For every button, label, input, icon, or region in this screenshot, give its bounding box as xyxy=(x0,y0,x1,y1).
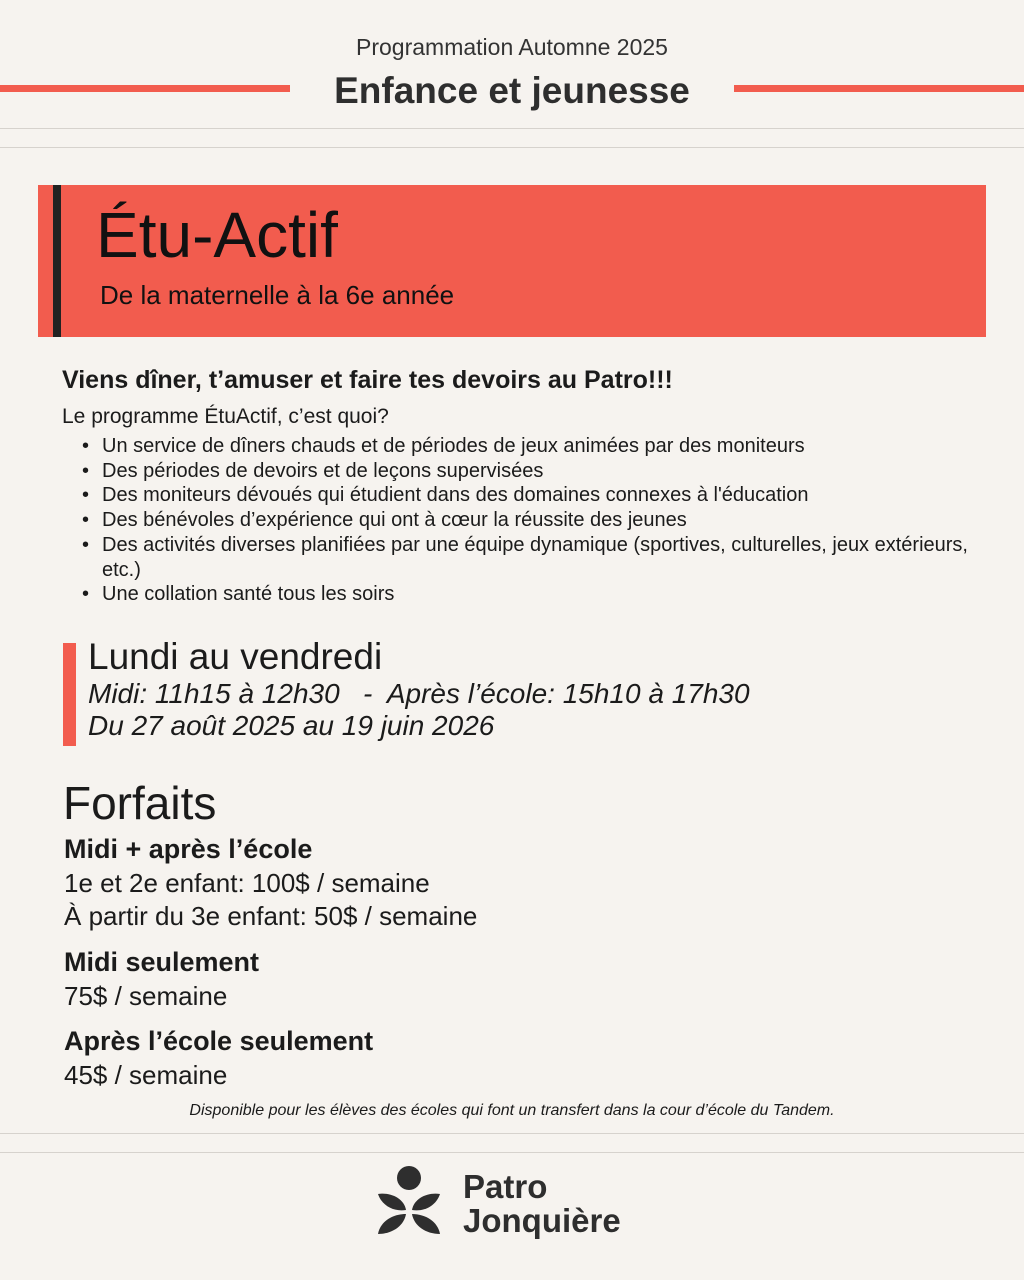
patro-logo-icon xyxy=(376,1164,442,1236)
schedule-days: Lundi au vendredi xyxy=(88,636,383,677)
feature-item: • Des moniteurs dévoués qui étudient dans des domaines connexes à l'éducation xyxy=(78,483,978,508)
header-left-rule xyxy=(0,85,290,92)
page-title: Enfance et jeunesse xyxy=(334,70,690,111)
banner-accent-bar xyxy=(53,185,61,337)
header-divider-bottom xyxy=(0,147,1024,148)
feature-item: • Des bénévoles d’expérience qui ont à cœur la réussite des jeunes xyxy=(78,508,978,533)
header-divider-top xyxy=(0,128,1024,129)
logo-wordmark-line1: Patro xyxy=(463,1168,548,1205)
package-name: Après l’école seulement xyxy=(64,1026,374,1056)
package-name: Midi seulement xyxy=(64,947,260,977)
schedule-accent-bar xyxy=(63,643,76,746)
feature-item: • Un service de dîners chauds et de périodes de jeux animées par des moniteurs xyxy=(78,434,978,459)
package-price: 45$ / semaine xyxy=(64,1060,228,1090)
program-question: Le programme ÉtuActif, c’est quoi? xyxy=(62,405,389,428)
program-features-list xyxy=(78,434,978,607)
program-title: Étu-Actif xyxy=(96,199,338,271)
packages-title: Forfaits xyxy=(63,777,217,829)
feature-item: • Des périodes de devoirs et de leçons supervisées xyxy=(78,459,978,484)
package-name: Midi + après l’école xyxy=(64,834,313,864)
footer-divider-bottom xyxy=(0,1152,1024,1153)
schedule-hours: Midi: 11h15 à 12h30 - Après l’école: 15h10 à 17h30 xyxy=(88,678,750,709)
program-subtitle: Programmation Automne 2025 xyxy=(356,34,668,60)
feature-item: • Une collation santé tous les soirs xyxy=(78,582,978,607)
header-right-rule xyxy=(734,85,1024,92)
package-price: 75$ / semaine xyxy=(64,981,228,1011)
program-age-range: De la maternelle à la 6e année xyxy=(100,280,455,310)
availability-note: Disponible pour les élèves des écoles qui font un transfert dans la cour d’école du Tandem. xyxy=(189,1102,835,1119)
program-tagline: Viens dîner, t’amuser et faire tes devoirs au Patro!!! xyxy=(62,366,673,394)
feature-item: • Des activités diverses planifiées par une équipe dynamique (sportives, culturelles, jeux extérieurs, etc.) xyxy=(78,533,978,582)
package-price: À partir du 3e enfant: 50$ / semaine xyxy=(64,901,478,931)
package-price: 1e et 2e enfant: 100$ / semaine xyxy=(64,868,430,898)
schedule-dates: Du 27 août 2025 au 19 juin 2026 xyxy=(88,710,495,741)
logo-wordmark-line2: Jonquière xyxy=(463,1202,621,1239)
footer-divider-top xyxy=(0,1133,1024,1134)
